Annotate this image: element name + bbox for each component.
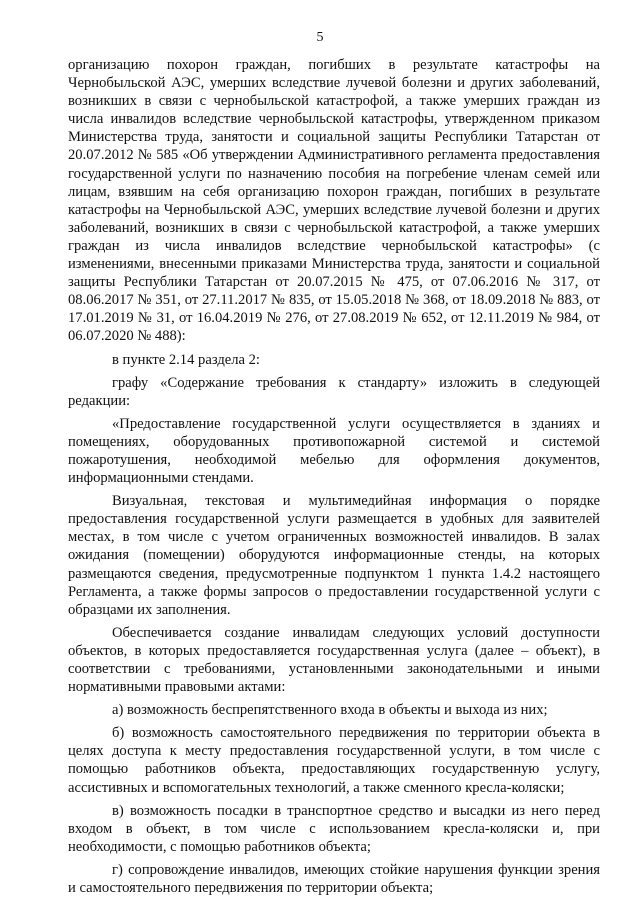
list-item-a: а) возможность беспрепятственного входа в объекты и выхода из них; bbox=[112, 702, 548, 719]
document-body bbox=[68, 56, 600, 897]
paragraph-clause-2-14: в пункте 2.14 раздела 2: bbox=[112, 351, 260, 368]
list-item-v: в) возможность посадки в транспортное средство и высадки из него перед входом в объект, в том числе с использованием кресла-коляски и, при необходимости, с помощью работников объекта; bbox=[68, 802, 600, 855]
list-item-g: г) сопровождение инвалидов, имеющих стойкие нарушения функции зрения и самостоятельного передвижения по территории объекта; bbox=[68, 861, 600, 897]
paragraph-accessibility: Обеспечивается создание инвалидам следующих условий доступности объектов, в которых предоставляется государственная услуга (далее – объект), в соответствии с требованиями, установленными законодательными и иными нормативными правовыми актами: bbox=[68, 624, 600, 696]
paragraph-premises: «Предоставление государственной услуги осуществляется в зданиях и помещениях, оборудованных противопожарной системой и системой пожаротушения, необходимой мебелью для оформления документов, информационными стендами. bbox=[68, 415, 600, 487]
paragraph-order-reference: организацию похорон граждан, погибших в результате катастрофы на Чернобыльской АЭС, умерших вследствие лучевой болезни и других заболеваний, возникших в связи с чернобыльской катастрофой, а также умерших граждан из числа инвалидов вследствие чернобыльской катастрофы, утвержденном приказом Министерства труда, занятости и социальной защиты Республики Татарстан от 20.07.2012 № 585 «Об утверждении Административного регламента предоставления государственной услуги по назначению пособия на погребение членам семей или лицам, взявшим на себя организацию похорон граждан, погибших в результате катастрофы на Чернобыльской АЭС, умерших вследствие лучевой болезни и других заболеваний, возникших в связи с чернобыльской катастрофой, а также умерших граждан из числа инвалидов вследствие чернобыльской катастрофы» (с изменениями, внесенными приказами Министерства труда, занятости и социальной защиты Республики Татарстан от 20.07.2015 № 475, от 07.06.2016 № 317, от 08.06.2017 № 351, от 27.11.2017 № 835, от 15.05.2018 № 368, от 18.09.2018 № 883, от 17.01.2019 № 31, от 16.04.2019 № 276, от 27.08.2019 № 652, от 12.11.2019 № 984, от 06.07.2020 № 488): bbox=[68, 57, 600, 345]
paragraph-information: Визуальная, текстовая и мультимедийная информация о порядке предоставления государственной услуги размещается в удобных для заявителей местах, в том числе с учетом ограниченных возможностей инвалидов. В залах ожидания (помещении) оборудуются информационные стенды, на которых размещаются сведения, предусмотренные подпунктом 1 пункта 1.4.2 настоящего Регламента, а также формы запросов о предоставлении государственной услуги с образцами их заполнения. bbox=[68, 493, 600, 618]
list-item-b: б) возможность самостоятельного передвижения по территории объекта в целях доступа к месту предоставления государственной услуги, в том числе с помощью работников объекта, предоставляющих государственную услугу, ассистивных и вспомогательных технологий, а также сменного кресла-коляски; bbox=[68, 725, 600, 796]
page-number: 5 bbox=[316, 30, 324, 45]
paragraph-column-edit: графу «Содержание требования к стандарту» изложить в следующей редакции: bbox=[68, 374, 600, 409]
